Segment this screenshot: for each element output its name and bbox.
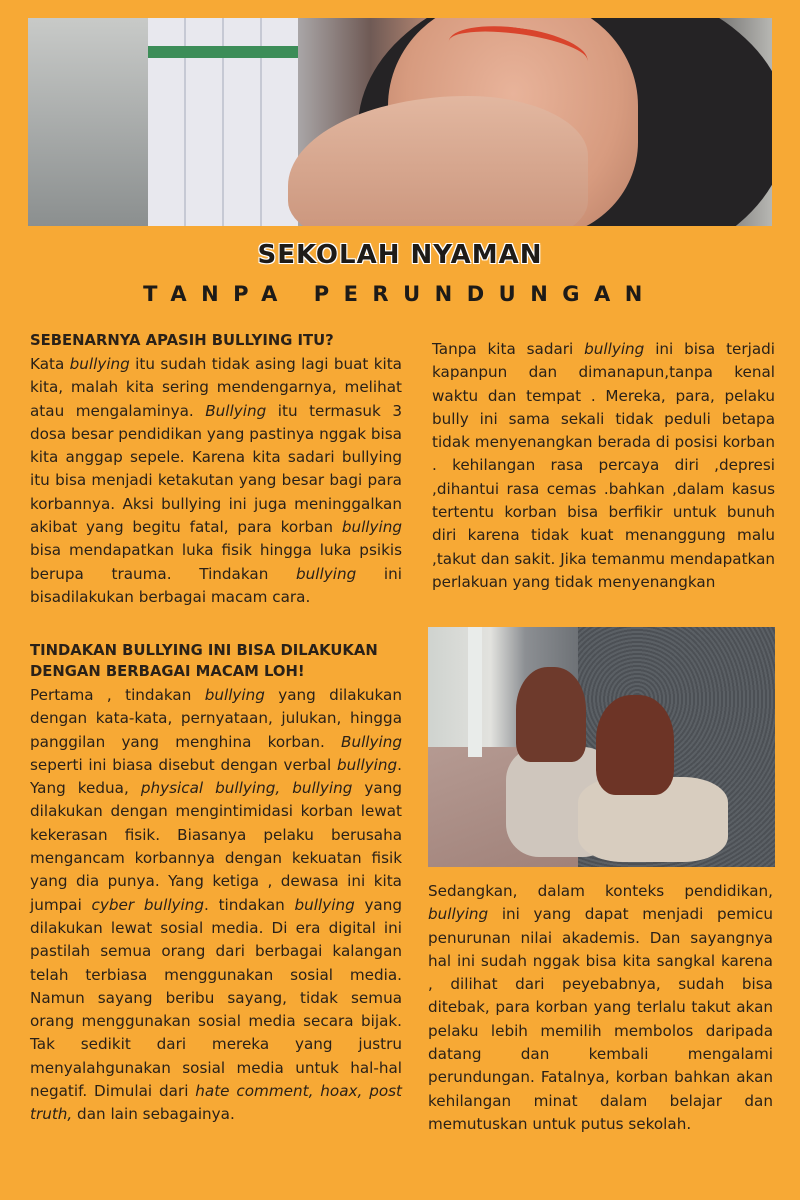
pillar-shape (468, 627, 482, 757)
hero-photo (28, 18, 772, 226)
student-1-hijab-shape (516, 667, 586, 762)
left-section-2 (30, 640, 402, 1127)
hand-shape (288, 96, 588, 226)
student-2-hijab-shape (596, 695, 674, 795)
right-section-1 (432, 338, 775, 594)
page-title: SEKOLAH NYAMAN (257, 240, 543, 270)
section-heading-2: TINDAKAN BULLYING INI BISA DILAKUKAN DENGAN BERBAGAI MACAM LOH! (30, 642, 378, 680)
cabinet-shape (28, 18, 148, 226)
students-photo (428, 627, 775, 867)
right-section-2 (428, 880, 773, 1136)
left-section-1 (30, 330, 402, 609)
paragraph-left-2: Pertama , tindakan bullying yang dilakukan dengan kata-kata, pernyataan, julukan, hingga panggilan yang menghina korban. Bullying seperti ini biasa disebut dengan verbal bullying. Yang kedua, physical bullying, bullying yang dilakukan dengan mengintimidasi korban lewat kekerasan fisik. Biasanya pelaku berusaha mengancam korbannya dengan kekuatan fisik yang dia punya. Yang ketiga , dewasa ini kita jumpai cyber bullying. tindakan bullying yang dilakukan lewat sosial media. Di era digital ini pastilah semua orang dari berbagai kalangan telah terbiasa menggunakan sosial media. Namun sayang beribu sayang, tidak semua orang menggunakan sosial media secara bijak. Tak sedikit dari mereka yang justru menyalahgunakan sosial media untuk hal-hal negatif. Dimulai dari hate comment, hoax, post truth, dan lain sebagainya. (30, 686, 403, 1124)
page-subtitle: TANPA PERUNDUNGAN (143, 282, 657, 306)
section-heading-1: SEBENARNYA APASIH BULLYING ITU? (30, 332, 334, 349)
paragraph-left-1: Kata bullying itu sudah tidak asing lagi buat kita kita, malah kita sering mendengarnya, melihat atau mengalaminya. Bullying itu termasuk 3 dosa besar pendidikan yang pastinya nggak bisa kita anggap sepele. Karena kita sadari bullying itu bisa menjadi ketakutan yang besar bagi para korbannya. Aksi bullying ini juga meninggalkan akibat yang begitu fatal, para korban bullying bisa mendapatkan luka fisik hingga luka psikis berupa trauma. Tindakan bullying ini bisadilakukan berbagai macam cara. (30, 355, 402, 606)
paragraph-right-1: Tanpa kita sadari bullying ini bisa terjadi kapanpun dan dimanapun,tanpa kenal waktu dan tempat . Mereka, para, pelaku bully ini sama sekali tidak peduli betapa tidak menyenangkan berada di posisi korban . kehilangan rasa percaya diri ,depresi ,dihantui rasa cemas .bahkan ,dalam kasus tertentu korban bisa berfikir untuk bunuh diri karena tidak kuat menanggung malu ,takut dan sakit. Jika temanmu mendapatkan perlakuan yang tidak menyenangkan (432, 340, 775, 591)
paragraph-right-2: Sedangkan, dalam konteks pendidikan, bullying ini yang dapat menjadi pemicu penurunan nilai akademis. Dan sayangnya hal ini sudah nggak bisa kita sangkal karena , dilihat dari peyebabnya, sudah bisa ditebak, para korban yang terlalu takut akan pelaku lebih memilih membolos daripada datang dan kembali mengalami perundungan. Fatalnya, korban bahkan akan kehilangan minat dalam belajar dan memutuskan untuk putus sekolah. (428, 882, 773, 1133)
locker-shape (148, 18, 298, 226)
